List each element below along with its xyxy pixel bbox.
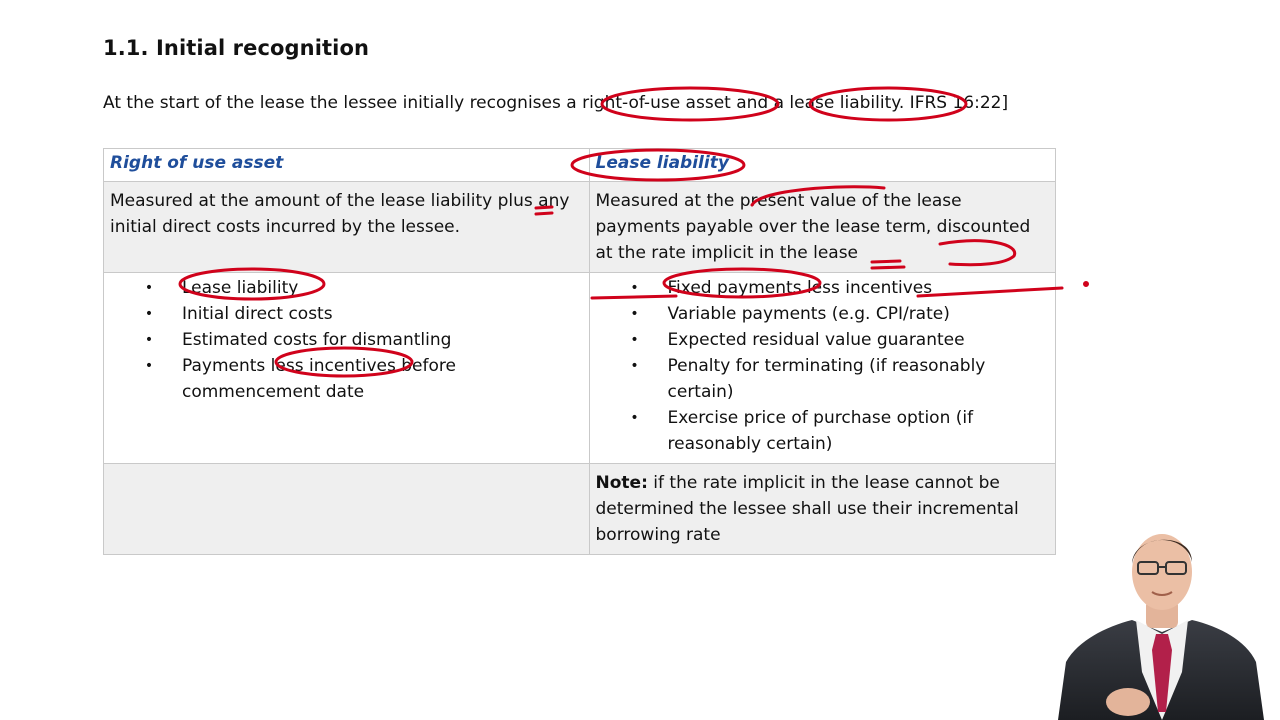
bullet-icon: • [630,306,639,322]
bullet-icon: • [144,358,154,374]
note-label: Note: [595,473,648,493]
components-row [104,273,1056,464]
list-item: • Payments less incentives before commencement date [104,353,589,405]
list-item: • Estimated costs for dismantling [104,327,589,353]
table-header-row [104,149,1056,182]
annotation-dot [1085,283,1088,286]
asset-components-list [104,273,589,411]
list-item: • Exercise price of purchase option (if reasonably certain) [590,405,1055,457]
measurement-row [104,182,1056,273]
liability-components-cell [589,273,1055,464]
bullet-icon: • [144,332,154,348]
list-item: • Initial direct costs [104,301,589,327]
intro-paragraph: At the start of the lease the lessee initially recognises a right-of-use asset and a lease liability. IFRS 16:22] [103,93,1009,113]
note-empty-cell [104,464,590,555]
list-item: • Lease liability [104,275,589,301]
header-cell-lease-liability [589,149,1055,182]
list-item: • Fixed payments less incentives [590,275,1055,301]
bullet-icon: • [630,332,639,348]
list-item: • Expected residual value guarantee [590,327,1055,353]
note-row [104,464,1056,555]
liability-components-list [590,273,1055,463]
asset-components-cell [104,273,590,464]
header-lease-liability: Lease liability [595,153,729,173]
bullet-icon: • [144,280,154,296]
bullet-icon: • [144,306,154,322]
page-heading: 1.1. Initial recognition [103,36,370,60]
measure-cell-liability [589,182,1055,273]
list-item: • Variable payments (e.g. CPI/rate) [590,301,1055,327]
liability-measurement-text: Measured at the present value of the lease payments payable over the lease term, discounted at the rate implicit in the lease [595,191,1031,263]
header-cell-right-of-use [104,149,590,182]
header-right-of-use-asset: Right of use asset [110,153,284,173]
bullet-icon: • [630,358,639,374]
note-text: Note: if the rate implicit in the lease cannot be determined the lessee shall use their incremental borrowing rate [595,473,1019,545]
bullet-icon: • [630,280,639,296]
note-cell [589,464,1055,555]
presenter-hand [1106,688,1150,716]
presenter-video [1058,522,1264,720]
recognition-table [103,148,1056,555]
bullet-icon: • [630,410,639,426]
measure-cell-asset [104,182,590,273]
asset-measurement-text: Measured at the amount of the lease liability plus any initial direct costs incurred by the lessee. [110,191,570,237]
list-item: • Penalty for terminating (if reasonably certain) [590,353,1055,405]
